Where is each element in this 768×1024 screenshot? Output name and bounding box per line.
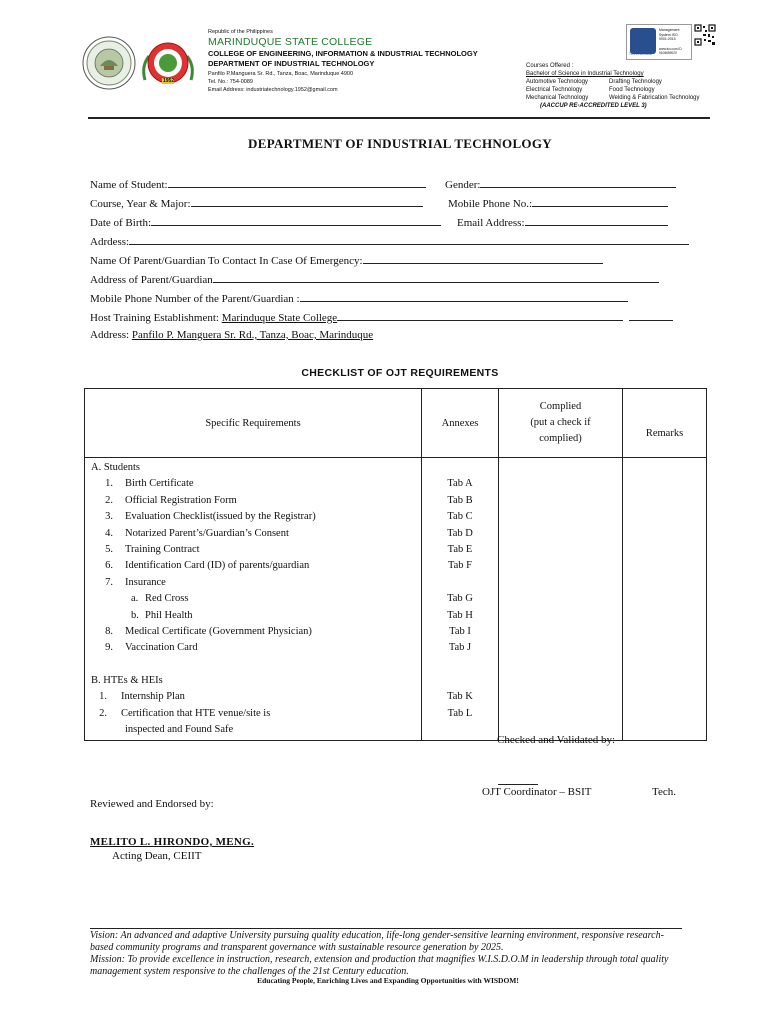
tuv-logo-icon <box>630 28 656 54</box>
list-item: 2. Certification that HTE venue/site is <box>99 707 271 719</box>
list-item: 3. Evaluation Checklist(issued by the Registrar) <box>105 511 316 523</box>
list-item: 8. Medical Certificate (Government Physician) <box>105 625 312 637</box>
mission-statement: Mission: To provide excellence in instruction, research, extension and production that magnifies W.I.S.D.O.M in leadership through total quality management system responsive to the challenges of the 21st Century education. <box>90 954 669 977</box>
tuv-cert-url: www.tuv.com ID 9108659020 <box>659 47 682 55</box>
tuv-cert-label: Management System ISO 9001:2015 <box>659 28 680 41</box>
reviewed-endorsed-label: Reviewed and Endorsed by: <box>90 798 214 810</box>
host-address-field[interactable]: Address: Panfilo P. Manguera Sr. Rd., Tanza, Boac, Marinduque <box>90 329 374 341</box>
header-complied: Complied (put a check if complied) <box>499 389 623 458</box>
host-training-field[interactable]: Host Training Establishment: Marinduque State College <box>90 310 673 324</box>
document-title: DEPARTMENT OF INDUSTRIAL TECHNOLOGY <box>248 136 552 151</box>
tuv-certification-badge <box>626 24 692 60</box>
ojt-coordinator-suffix: Tech. <box>652 786 676 798</box>
coordinator-signature-line <box>498 784 538 785</box>
department-gear-logo <box>137 36 199 94</box>
courses-label: Courses Offered : <box>526 63 574 69</box>
header-divider <box>88 117 710 119</box>
header-requirements: Specific Requirements <box>85 389 422 458</box>
dean-title: Acting Dean, CEIIT <box>112 850 202 862</box>
course-year-major-field[interactable]: Course, Year & Major: <box>90 196 423 210</box>
header-address: Panfilo P.Manguera Sr. Rd., Tanza, Boac, Marinduque 4900 <box>208 71 354 77</box>
annex-tab: Tab B <box>447 494 473 506</box>
list-item: 5. Training Contract <box>105 543 200 555</box>
annex-tab: Tab I <box>449 625 471 637</box>
table-header-row <box>85 389 707 458</box>
tuv-body: TÜVRheinland <box>629 52 652 56</box>
vision-statement: Vision: An advanced and adaptive University pursuing quality education, life-long gender-sensitive learning environment, responsive research-based community programs and transparent governance with sustainable resource generation by 2025. <box>90 930 664 953</box>
courses-degree: Bachelor of Science in Industrial Technology <box>526 71 644 77</box>
department-name: DEPARTMENT OF INDUSTRIAL TECHNOLOGY <box>208 59 375 68</box>
list-item: 1. Internship Plan <box>99 691 185 703</box>
list-item: 1. Birth Certificate <box>105 478 194 490</box>
header-email: Email Address: industriatechnology.1952@gmail.com <box>208 87 338 93</box>
mobile-phone-field[interactable]: Mobile Phone No.: <box>448 196 668 210</box>
faculty-name: COLLEGE OF ENGINEERING, INFORMATION & INDUSTRIAL TECHNOLOGY <box>208 49 478 58</box>
address-field[interactable]: Adrdess: <box>90 234 689 248</box>
qr-code-icon <box>694 24 716 46</box>
section-b-label: B. HTEs & HEIs <box>91 675 163 687</box>
header-tel: Tel. No.: 754-0089 <box>208 79 253 85</box>
guardian-name-field[interactable]: Name Of Parent/Guardian To Contact In Case Of Emergency: <box>90 253 603 267</box>
republic-line: Republic of the Philippines <box>208 29 273 35</box>
list-item: b. Phil Health <box>131 609 193 621</box>
annex-tab: Tab C <box>447 511 473 523</box>
table-body-row <box>85 458 707 741</box>
list-item: 9. Vaccination Card <box>105 642 198 654</box>
gender-field[interactable]: Gender: <box>445 177 676 191</box>
requirements-column <box>85 458 422 741</box>
annex-tab: Tab A <box>447 478 473 490</box>
student-name-field[interactable]: Name of Student: <box>90 177 426 191</box>
annex-tab: Tab D <box>447 527 473 539</box>
section-a-label: A. Students <box>91 462 141 473</box>
list-item: 2. Official Registration Form <box>105 494 237 506</box>
annex-tab: Tab L <box>447 707 473 719</box>
annex-tab: Tab E <box>447 543 473 555</box>
date-of-birth-field[interactable]: Date of Birth: <box>90 215 441 229</box>
header-annexes: Annexes <box>422 389 499 458</box>
course-row: Automotive Technology Drafting Technology <box>526 79 662 85</box>
checked-validated-label: Checked and Validated by: <box>497 734 616 746</box>
guardian-mobile-field[interactable]: Mobile Phone Number of the Parent/Guardian : <box>90 291 628 305</box>
requirements-table <box>84 388 707 741</box>
seal-year: 1952 <box>163 78 175 84</box>
motto: Educating People, Enriching Lives and Expanding Opportunities with WISDOM! <box>257 976 519 985</box>
accreditation: (AACCUP RE-ACCREDITED LEVEL 3) <box>540 103 647 109</box>
list-item: 4. Notarized Parent’s/Guardian’s Consent <box>105 527 289 539</box>
complied-column[interactable] <box>499 458 623 741</box>
annex-tab: Tab H <box>447 609 473 621</box>
guardian-address-field[interactable]: Address of Parent/Guardian <box>90 272 659 286</box>
annex-tab: Tab G <box>447 593 473 605</box>
list-item: 6. Identification Card (ID) of parents/guardian <box>105 560 310 572</box>
list-item-continuation: inspected and Found Safe <box>125 724 234 736</box>
annexes-column <box>422 458 499 741</box>
courses-offered <box>526 62 716 110</box>
annex-tab <box>422 575 498 591</box>
course-row: Mechanical Technology Welding & Fabrication Technology <box>526 95 700 101</box>
email-address-field[interactable]: Email Address: <box>457 215 668 229</box>
header-remarks: Remarks <box>623 389 707 458</box>
host-training-value: Marinduque State College <box>221 312 338 324</box>
host-address-value: Panfilo P. Manguera Sr. Rd., Tanza, Boac, Marinduque <box>131 329 374 341</box>
checklist-title: CHECKLIST OF OJT REQUIREMENTS <box>301 367 499 379</box>
list-item: a. Red Cross <box>131 593 189 605</box>
annex-tab: Tab J <box>448 642 472 654</box>
footer-divider <box>90 928 682 929</box>
ojt-coordinator-label: OJT Coordinator – BSIT <box>482 786 592 798</box>
college-seal-logo <box>82 36 136 90</box>
remarks-column[interactable] <box>623 458 707 741</box>
dean-name: MELITO L. HIRONDO, MENG. <box>90 836 255 848</box>
annex-tab: Tab K <box>447 691 473 703</box>
annex-tab: Tab F <box>447 560 473 572</box>
course-row: Electrical Technology Food Technology <box>526 87 655 93</box>
list-item: 7. Insurance <box>105 576 166 588</box>
college-name: MARINDUQUE STATE COLLEGE <box>208 36 373 48</box>
